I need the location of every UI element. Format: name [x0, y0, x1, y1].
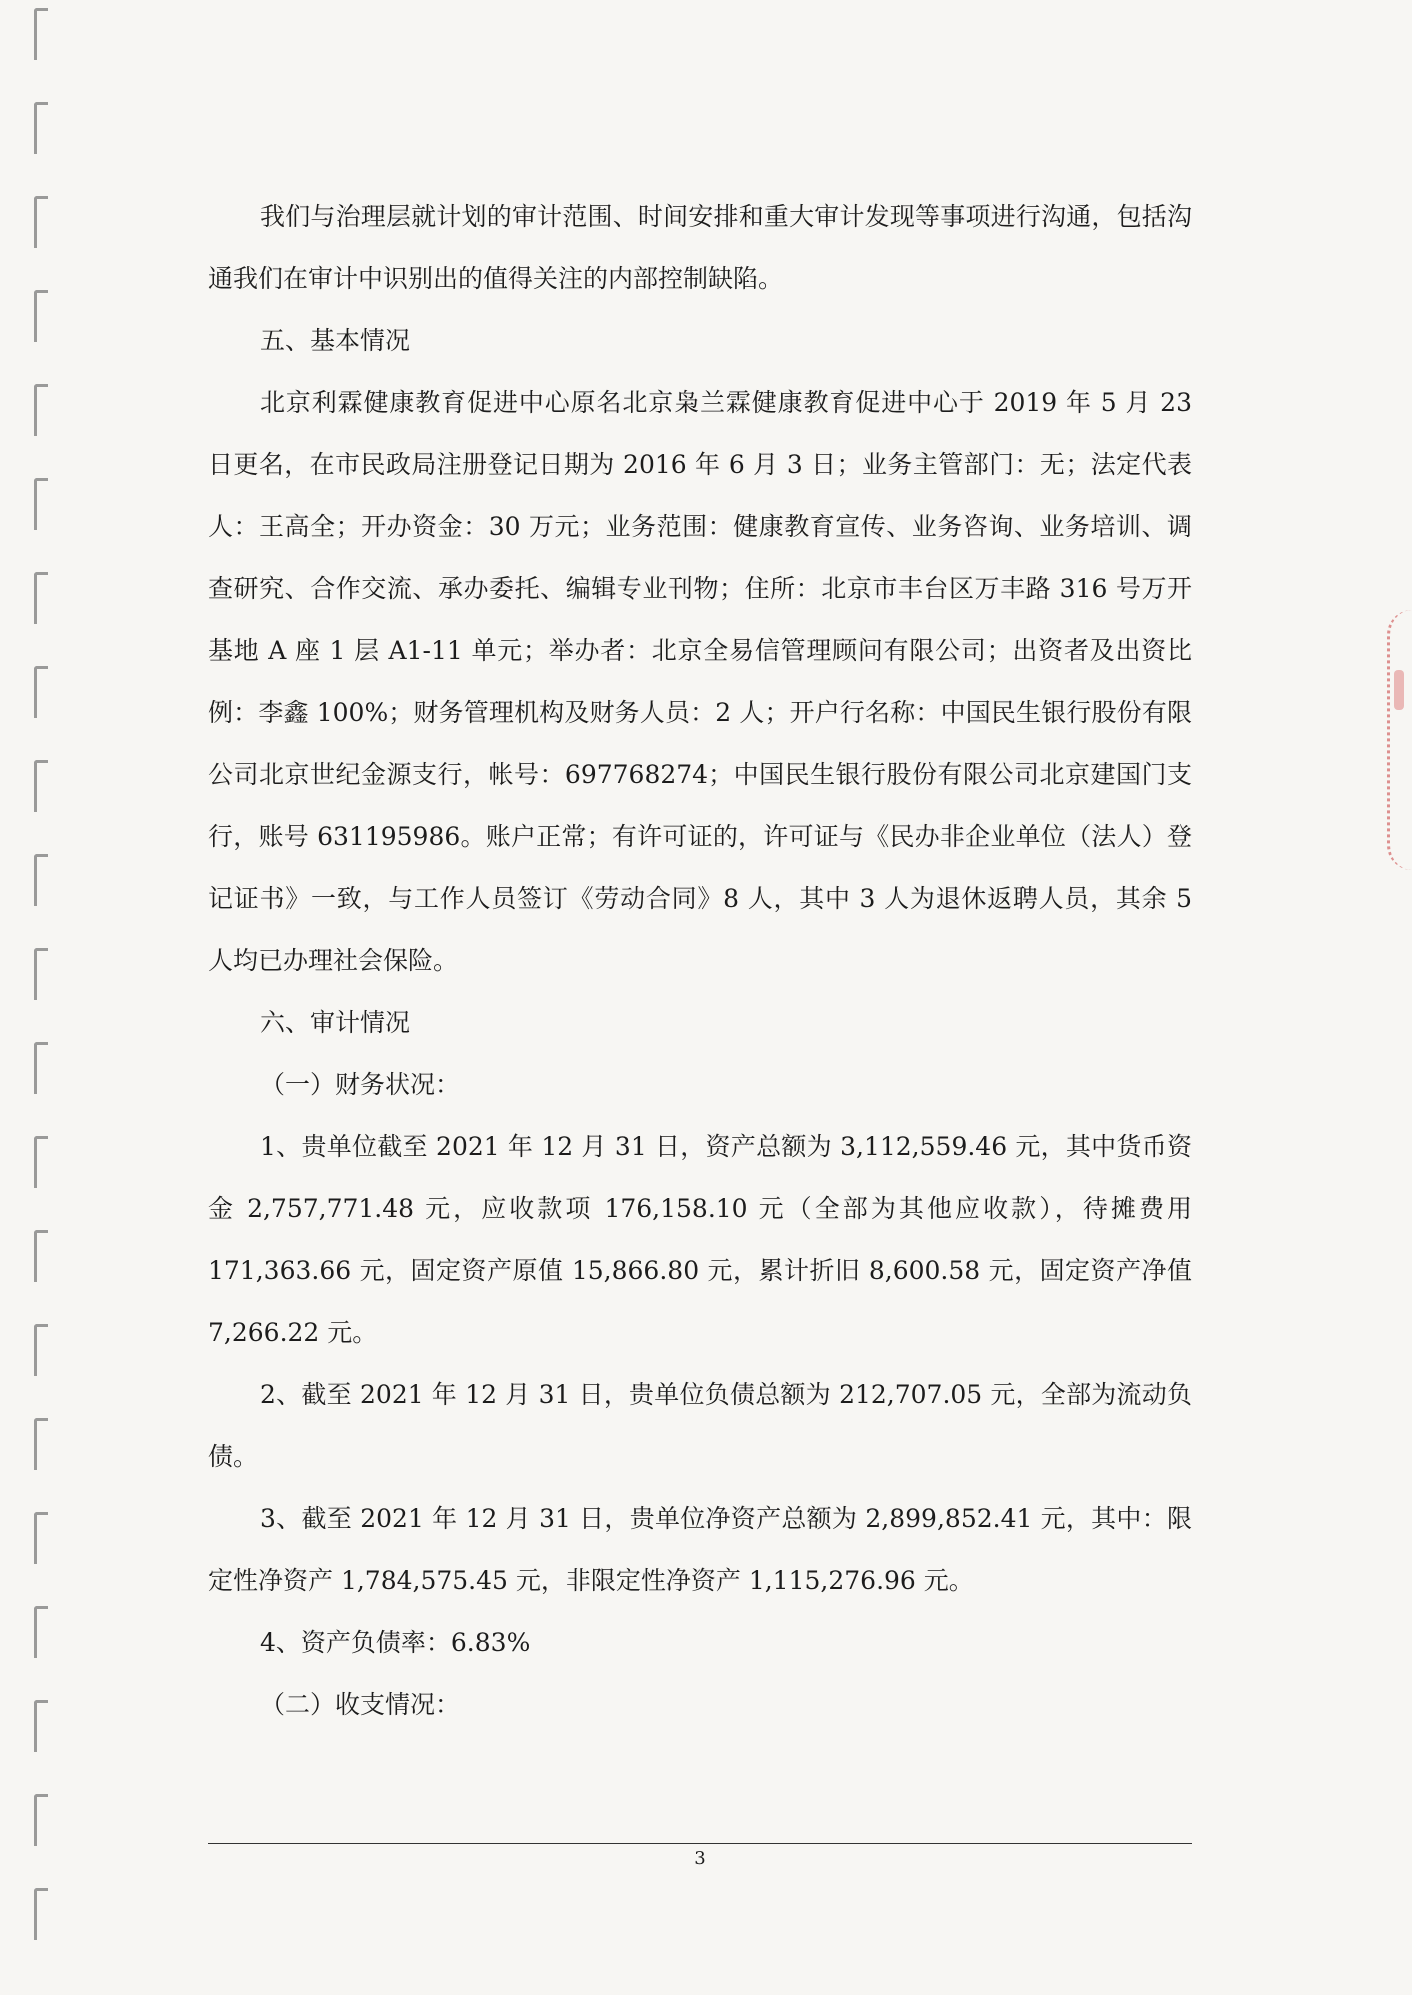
binding-mark	[34, 1512, 48, 1564]
binding-mark	[34, 384, 48, 436]
binding-mark	[34, 1136, 48, 1188]
subsection-heading-income-expense: （二）收支情况：	[260, 1690, 461, 1719]
binding-mark	[34, 1606, 48, 1658]
binding-mark	[34, 290, 48, 342]
binding-mark	[34, 102, 48, 154]
binding-mark	[34, 1700, 48, 1752]
paragraph-communication: 我们与治理层就计划的审计范围、时间安排和重大审计发现等事项进行沟通，包括沟通我们在审计中识别出的值得关注的内部控制缺陷。	[208, 202, 1192, 293]
binding-mark	[34, 1042, 48, 1094]
binding-mark	[34, 948, 48, 1000]
red-seal-fragment	[1387, 610, 1412, 870]
binding-mark	[34, 196, 48, 248]
paragraph-net-assets: 3、截至 2021 年 12 月 31 日，贵单位净资产总额为 2,899,852.41 元，其中：限定性净资产 1,784,575.45 元，非限定性净资产 1,115,276.96 元。	[208, 1504, 1192, 1595]
page-number: 3	[694, 1848, 706, 1869]
document-body	[208, 186, 1192, 1736]
binding-mark	[34, 1324, 48, 1376]
subsection-heading-financial-status: （一）财务状况：	[260, 1070, 461, 1099]
binding-edge	[0, 0, 70, 1995]
binding-mark	[34, 1418, 48, 1470]
binding-mark	[34, 1888, 48, 1940]
section-heading-basic-info: 五、基本情况	[260, 326, 411, 355]
footer-divider	[208, 1843, 1192, 1844]
paragraph-assets: 1、贵单位截至 2021 年 12 月 31 日，资产总额为 3,112,559.46 元，其中货币资金 2,757,771.48 元，应收款项 176,158.10 元（全部为其他应收款），待摊费用 171,363.66 元，固定资产原值 15,866.80 元，累计折旧 8,600.58 元，固定资产净值 7,266.22 元。	[208, 1132, 1192, 1347]
binding-mark	[34, 760, 48, 812]
binding-mark	[34, 478, 48, 530]
binding-mark	[34, 8, 48, 60]
paragraph-debt-ratio: 4、资产负债率：6.83%	[260, 1628, 531, 1657]
paragraph-liabilities: 2、截至 2021 年 12 月 31 日，贵单位负债总额为 212,707.05 元，全部为流动负债。	[208, 1380, 1192, 1471]
section-heading-audit: 六、审计情况	[260, 1008, 411, 1037]
binding-mark	[34, 666, 48, 718]
binding-mark	[34, 1794, 48, 1846]
binding-mark	[34, 1230, 48, 1282]
paragraph-basic-info: 北京利霖健康教育促进中心原名北京枭兰霖健康教育促进中心于 2019 年 5 月 23 日更名，在市民政局注册登记日期为 2016 年 6 月 3 日；业务主管部门：无；法定代表人：王高全；开办资金：30 万元；业务范围：健康教育宣传、业务咨询、业务培训、调查研究、合作交流、承办委托、编辑专业刊物；住所：北京市丰台区万丰路 316 号万开基地 A 座 1 层 A1-11 单元；举办者：北京全易信管理顾问有限公司；出资者及出资比例：李鑫 100%；财务管理机构及财务人员：2 人；开户行名称：中国民生银行股份有限公司北京世纪金源支行，帐号：697768274；中国民生银行股份有限公司北京建国门支行，账号 631195986。账户正常；有许可证的，许可证与《民办非企业单位（法人）登记证书》一致，与工作人员签订《劳动合同》8 人，其中 3 人为退休返聘人员，其余 5 人均已办理社会保险。	[208, 388, 1192, 975]
binding-mark	[34, 572, 48, 624]
binding-mark	[34, 854, 48, 906]
